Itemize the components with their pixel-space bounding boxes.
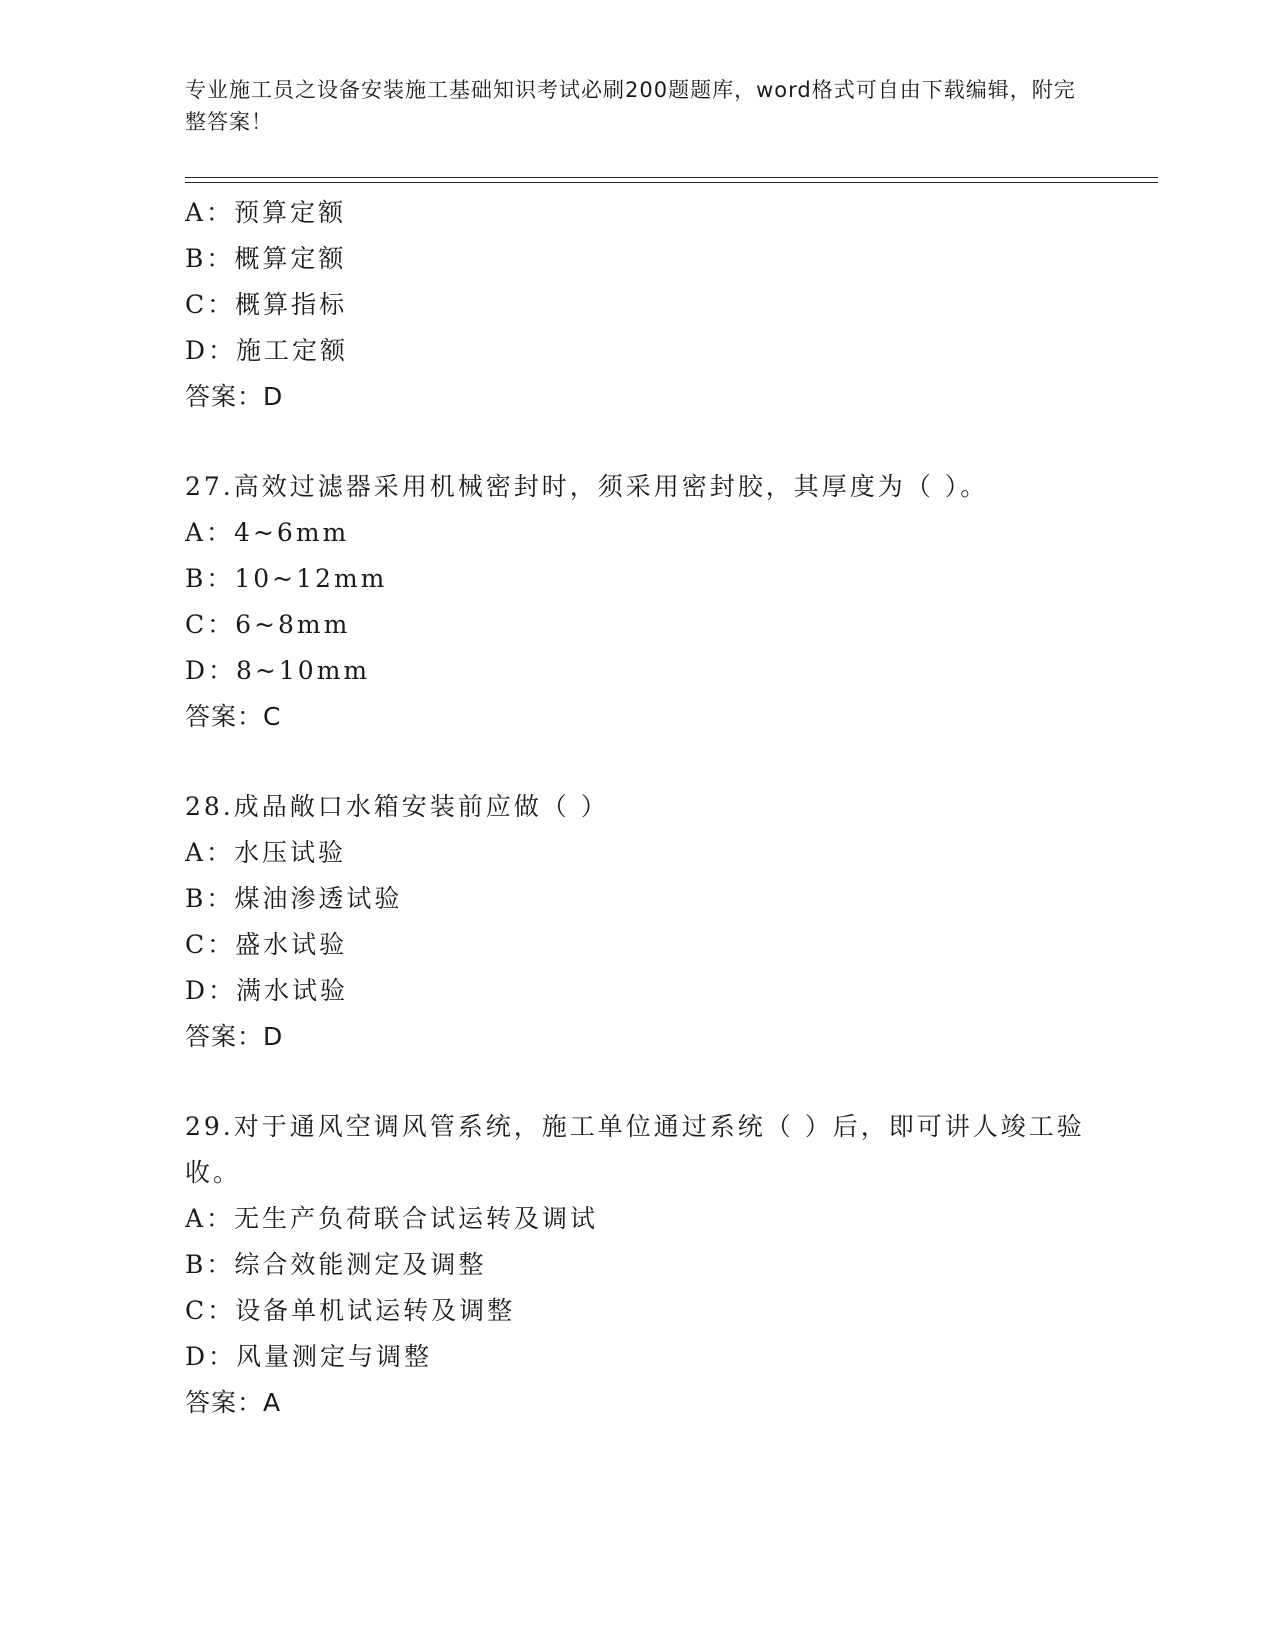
option-c: C：6~8mm — [185, 610, 351, 639]
question-text: 27.高效过滤器采用机械密封时，须采用密封胶，其厚度为（ ）。 — [185, 472, 989, 501]
option-c: C：概算指标 — [185, 290, 348, 319]
option-b: B：10~12mm — [185, 564, 388, 593]
option-d: D：施工定额 — [185, 336, 349, 365]
header-divider-top — [185, 177, 1158, 178]
question-text: 29.对于通风空调风管系统，施工单位通过系统（ ）后，即可讲人竣工验收。 — [185, 1112, 1085, 1187]
answer-line: 答案：A — [185, 1388, 282, 1417]
option-b: B：概算定额 — [185, 244, 347, 273]
header-divider-bottom — [185, 182, 1158, 183]
option-d: D：8~10mm — [185, 656, 371, 685]
document-header: 专业施工员之设备安装施工基础知识考试必刷200题题库，word格式可自由下载编辑，附完整答案！ — [185, 78, 1076, 134]
question-block-27 — [185, 464, 1085, 740]
answer-line: 答案：D — [185, 382, 284, 411]
option-a: A：4~6mm — [185, 518, 350, 547]
answer-line: 答案：D — [185, 1022, 284, 1051]
answer-line: 答案：C — [185, 702, 282, 731]
option-d: D：风量测定与调整 — [185, 1342, 433, 1371]
option-a: A：水压试验 — [185, 838, 347, 867]
question-block-28 — [185, 784, 1085, 1060]
question-list — [185, 190, 1085, 1426]
question-text: 28.成品敞口水箱安装前应做（ ） — [185, 792, 609, 821]
option-b: B：综合效能测定及调整 — [185, 1250, 487, 1279]
question-block-29 — [185, 1104, 1085, 1426]
option-b: B：煤油渗透试验 — [185, 884, 403, 913]
option-c: C：设备单机试运转及调整 — [185, 1296, 516, 1325]
option-d: D：满水试验 — [185, 976, 349, 1005]
option-c: C：盛水试验 — [185, 930, 348, 959]
option-a: A：预算定额 — [185, 198, 347, 227]
option-a: A：无生产负荷联合试运转及调试 — [185, 1204, 599, 1233]
question-block-26 — [185, 190, 1085, 420]
